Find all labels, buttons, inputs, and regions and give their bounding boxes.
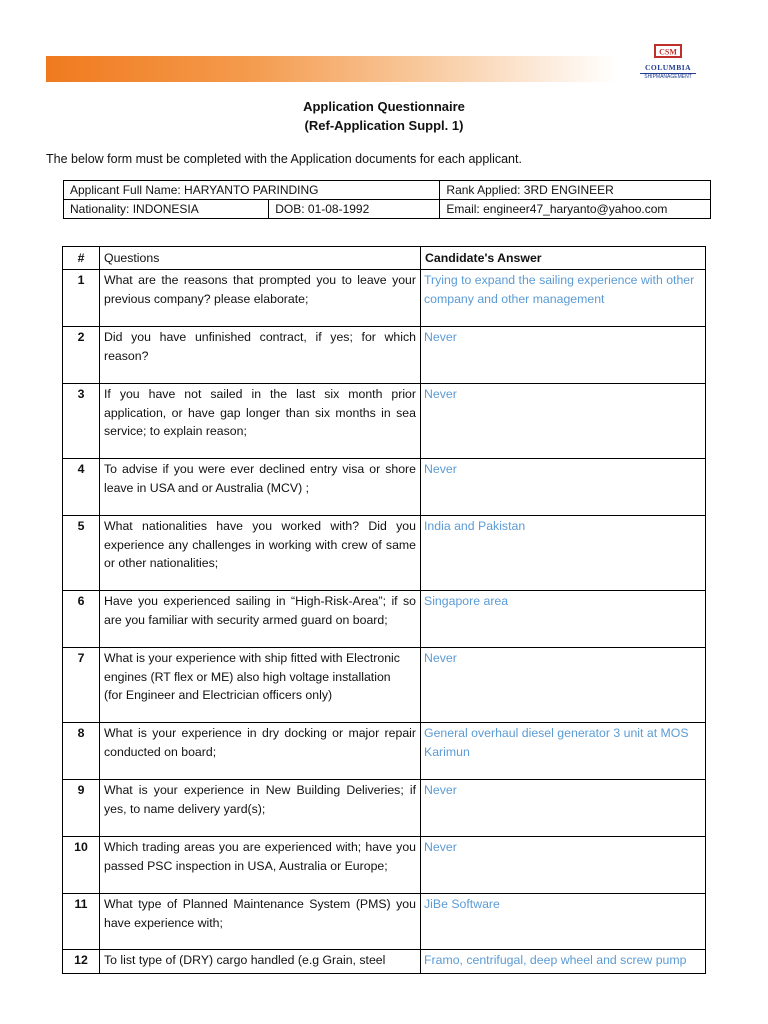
question-number: 1 xyxy=(63,270,100,327)
question-cell xyxy=(100,648,421,723)
answer-text: Singapore area xyxy=(421,591,706,648)
answer-text: Never xyxy=(421,648,706,723)
answer-text: Never xyxy=(421,384,706,459)
answer-text: Framo, centrifugal, deep wheel and screw pump xyxy=(421,950,706,974)
question-number: 9 xyxy=(63,780,100,837)
table-row xyxy=(63,270,706,327)
table-row xyxy=(63,384,706,459)
page-subtitle: (Ref-Application Suppl. 1) xyxy=(304,118,464,133)
table-row xyxy=(63,516,706,591)
question-number: 4 xyxy=(63,459,100,516)
question-number: 7 xyxy=(63,648,100,723)
answer-text: JiBe Software xyxy=(421,894,706,950)
svg-text:CSM: CSM xyxy=(659,47,677,57)
applicant-info-table xyxy=(63,180,711,219)
questions-table xyxy=(62,246,706,974)
table-row xyxy=(63,459,706,516)
col-number-header: # xyxy=(63,247,100,270)
applicant-name: Applicant Full Name: HARYANTO PARINDING xyxy=(64,181,440,200)
question-number: 5 xyxy=(63,516,100,591)
question-number: 2 xyxy=(63,327,100,384)
question-number: 10 xyxy=(63,837,100,894)
question-text: What type of Planned Maintenance System (PMS) you have experience with; xyxy=(100,894,421,950)
table-row xyxy=(63,894,706,950)
question-text: What nationalities have you worked with? Did you experience any challenges in working with crew of same or other nationalities; xyxy=(100,516,421,591)
table-row xyxy=(63,723,706,780)
answer-text: Trying to expand the sailing experience with other company and other management xyxy=(421,270,706,327)
question-number: 8 xyxy=(63,723,100,780)
question-note: (for Engineer and Electrician officers only) xyxy=(104,688,333,702)
header-banner xyxy=(46,56,616,82)
table-row xyxy=(63,950,706,974)
question-number: 12 xyxy=(63,950,100,974)
company-logo xyxy=(636,42,700,88)
col-questions-header: Questions xyxy=(100,247,421,270)
answer-text: Never xyxy=(421,837,706,894)
question-text: Which trading areas you are experienced with; have you passed PSC inspection in USA, Australia or Europe; xyxy=(100,837,421,894)
rank-applied: Rank Applied: 3RD ENGINEER xyxy=(440,181,711,200)
question-text: To list type of (DRY) cargo handled (e.g Grain, steel xyxy=(100,950,421,974)
answer-text: Never xyxy=(421,327,706,384)
table-row xyxy=(63,837,706,894)
email: Email: engineer47_haryanto@yahoo.com xyxy=(440,200,711,219)
nationality: Nationality: INDONESIA xyxy=(64,200,269,219)
answer-text: Never xyxy=(421,459,706,516)
table-row xyxy=(63,780,706,837)
question-number: 3 xyxy=(63,384,100,459)
question-text: What are the reasons that prompted you to leave your previous company? please elaborate; xyxy=(100,270,421,327)
table-row xyxy=(63,327,706,384)
logo-subtitle: SHIPMANAGEMENT xyxy=(640,73,696,81)
table-row xyxy=(63,648,706,723)
intro-text: The below form must be completed with the Application documents for each applicant. xyxy=(46,152,522,166)
answer-text: General overhaul diesel generator 3 unit at MOS Karimun xyxy=(421,723,706,780)
page-title: Application Questionnaire xyxy=(303,99,465,114)
date-of-birth: DOB: 01-08-1992 xyxy=(269,200,440,219)
question-text: What is your experience in dry docking or major repair conducted on board; xyxy=(100,723,421,780)
question-number: 11 xyxy=(63,894,100,950)
table-row xyxy=(63,591,706,648)
answer-text: Never xyxy=(421,780,706,837)
question-number: 6 xyxy=(63,591,100,648)
question-text: Have you experienced sailing in “High-Risk-Area”; if so are you familiar with security armed guard on board; xyxy=(100,591,421,648)
question-text: What is your experience with ship fitted with Electronic engines (RT flex or ME) also high voltage installation xyxy=(104,651,400,684)
answer-text: India and Pakistan xyxy=(421,516,706,591)
flag-logo-icon xyxy=(653,42,683,60)
logo-name: COLUMBIA xyxy=(644,63,692,72)
question-text: Did you have unfinished contract, if yes; for which reason? xyxy=(100,327,421,384)
col-answer-header: Candidate's Answer xyxy=(421,247,706,270)
question-text: If you have not sailed in the last six month prior application, or have gap longer than six months in sea service; to explain reason; xyxy=(100,384,421,459)
question-text: To advise if you were ever declined entry visa or shore leave in USA and or Australia (MCV) ; xyxy=(100,459,421,516)
question-text: What is your experience in New Building Deliveries; if yes, to name delivery yard(s); xyxy=(100,780,421,837)
